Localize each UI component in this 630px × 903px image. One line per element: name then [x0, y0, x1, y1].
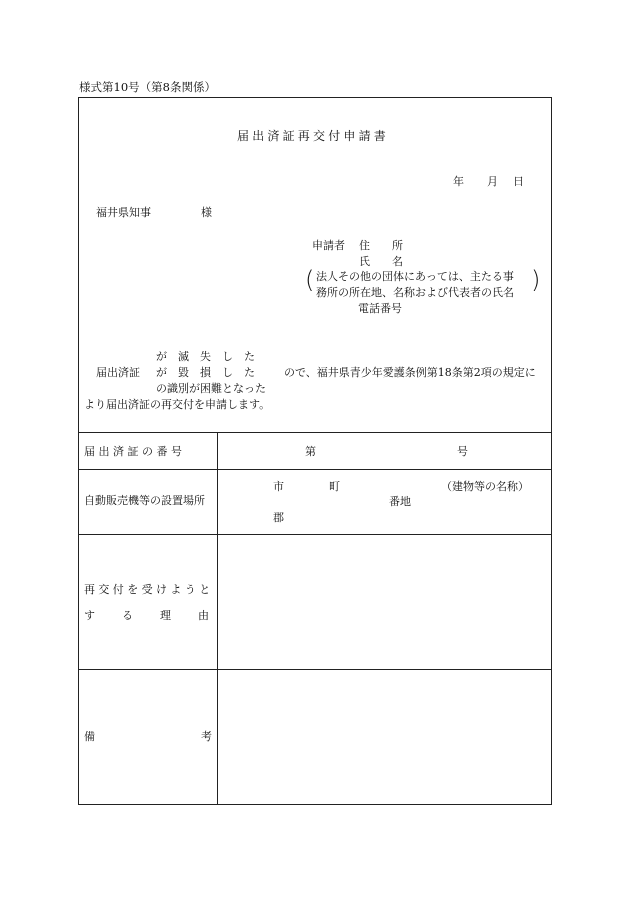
name-label: 氏 名 — [359, 255, 403, 268]
building-name-label: （建物等の名称） — [441, 480, 529, 493]
date-year-label: 年 — [453, 175, 464, 188]
body-last-line: より届出済証の再交付を申請します。 — [84, 398, 271, 411]
document-title: 届出済証再交付申請書 — [237, 129, 390, 143]
remarks-label-right: 考 — [201, 730, 212, 743]
corporate-note-line1: 法人その他の団体にあっては、主たる事 — [316, 270, 514, 283]
town-label: 町 — [329, 480, 340, 493]
option-damaged: が 毀 損 し た — [156, 366, 255, 379]
corporate-note-line2: 務所の所在地、名称および代表者の氏名 — [316, 286, 514, 299]
city-label: 市 — [273, 480, 284, 493]
body-continuation: ので、福井県青少年愛護条例第18条第2項の規定に — [284, 366, 536, 379]
table-column-divider — [217, 432, 218, 805]
remarks-label-left: 備 — [84, 730, 95, 743]
number-suffix: 号 — [457, 445, 468, 458]
option-lost: が 滅 失 し た — [156, 350, 255, 363]
installation-location-label: 自動販売機等の設置場所 — [84, 494, 205, 507]
number-prefix: 第 — [305, 445, 316, 458]
phone-label: 電話番号 — [358, 302, 402, 315]
applicant-label: 申請者 — [312, 239, 345, 252]
right-bracket-icon: ) — [531, 266, 541, 294]
option-unidentifiable: の識別が困難となった — [156, 382, 266, 395]
address-label: 住 所 — [359, 239, 403, 252]
addressee-honorific: 様 — [201, 206, 212, 219]
banchi-label: 番地 — [389, 495, 411, 508]
table-divider — [78, 469, 552, 470]
reason-label-line1: 再交付を受けようと — [84, 583, 214, 596]
table-divider — [78, 432, 552, 433]
addressee-name: 福井県知事 — [96, 206, 151, 219]
form-number-label: 様式第10号（第8条関係） — [79, 80, 216, 94]
certificate-number-label: 届 出 済 証 の 番 号 — [84, 445, 182, 458]
table-divider — [78, 534, 552, 535]
reason-label-line2: す る 理 由 — [84, 609, 217, 622]
gun-label: 郡 — [273, 511, 284, 524]
table-divider — [78, 669, 552, 670]
date-day-label: 日 — [513, 175, 524, 188]
left-bracket-icon: ( — [305, 266, 315, 294]
date-month-label: 月 — [487, 175, 498, 188]
certificate-subject: 届出済証 — [96, 366, 140, 379]
